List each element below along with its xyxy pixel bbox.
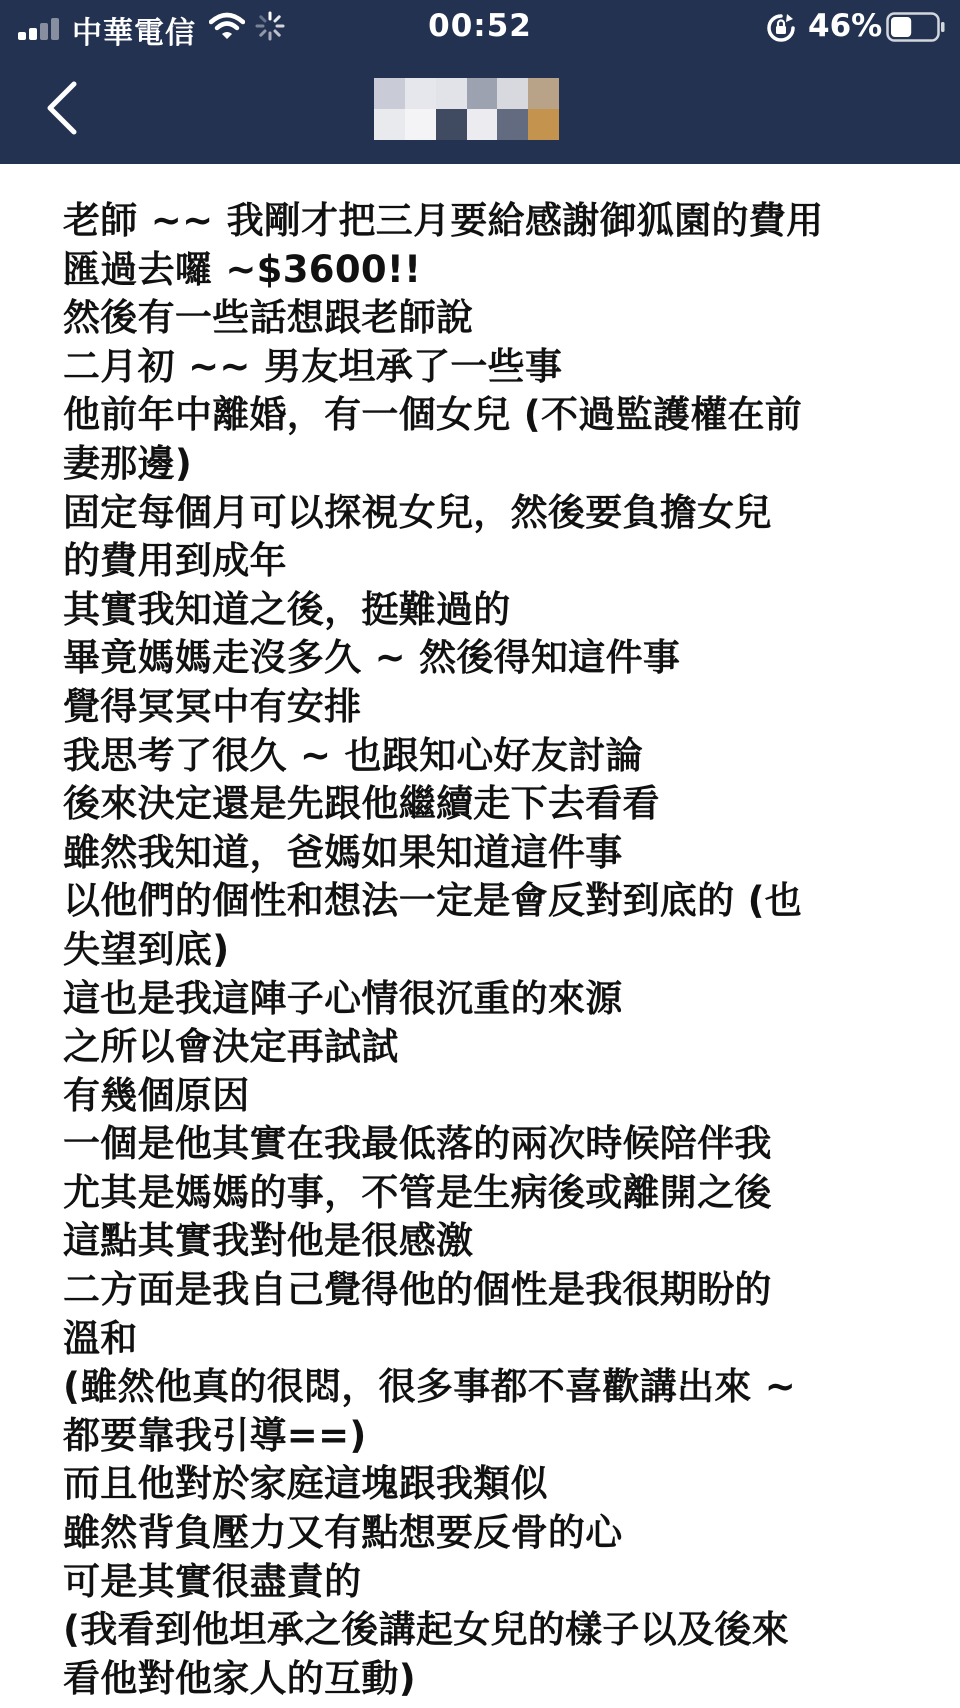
message-line: 老師 ~~ 我剛才把三月要給感謝御狐園的費用 (63, 199, 824, 242)
message-line: 有幾個原因 (63, 1073, 250, 1117)
message-line: 這也是我這陣子心情很沉重的來源 (63, 976, 623, 1020)
message-line: 然後有一些話想跟老師說 (63, 296, 474, 340)
message-line: 一個是他其實在我最低落的兩次時候陪伴我 (63, 1122, 772, 1166)
message-line: 尤其是媽媽的事，不管是生病後或離開之後 (63, 1170, 772, 1214)
message-line: 看他對他家人的互動) (63, 1656, 416, 1700)
message-line: 雖然我知道，爸媽如果知道這件事 (63, 830, 623, 874)
message-body (63, 197, 933, 1703)
carrier-name: 中華電信 (72, 16, 196, 51)
message-line: 覺得冥冥中有安排 (63, 684, 362, 728)
battery-percent: 46% (808, 8, 883, 44)
message-line: 後來決定還是先跟他繼續走下去看看 (63, 782, 660, 826)
message-line: 其實我知道之後，挺難過的 (63, 587, 511, 631)
message-line: 二月初 ~~ 男友坦承了一些事 (63, 344, 563, 388)
battery-icon (886, 12, 946, 42)
rotation-lock-icon (765, 12, 797, 44)
message-line: 失望到底) (63, 927, 230, 971)
chevron-left-icon (50, 84, 74, 132)
status-bar (0, 0, 960, 54)
status-time: 00:52 (428, 8, 532, 44)
message-line: 匯過去囉 ~$3600!! (63, 247, 422, 291)
message-line: 都要靠我引導==) (63, 1413, 367, 1457)
message-line: 這點其實我對他是很感激 (63, 1219, 474, 1263)
message-line: 可是其實很盡責的 (63, 1559, 362, 1603)
message-line: 他前年中離婚，有一個女兒 (不過監護權在前 (63, 393, 803, 437)
message-line: 妻那邊) (63, 441, 193, 485)
message-line: 我思考了很久 ~ 也跟知心好友討論 (63, 733, 643, 777)
back-button[interactable] (38, 76, 90, 140)
message-line: 之所以會決定再試試 (63, 1025, 399, 1069)
contact-name-obscured (374, 78, 559, 140)
message-line: 以他們的個性和想法一定是會反對到底的 (也 (63, 879, 803, 923)
message-line: 雖然背負壓力又有點想要反骨的心 (63, 1511, 623, 1555)
message-line: 二方面是我自己覺得他的個性是我很期盼的 (63, 1268, 772, 1312)
message-line: 的費用到成年 (63, 539, 287, 583)
message-line: 而且他對於家庭這塊跟我類似 (63, 1462, 548, 1506)
message-line: (雖然他真的很悶，很多事都不喜歡講出來 ~ (63, 1365, 797, 1409)
message-line: 溫和 (63, 1316, 138, 1360)
message-line: 固定每個月可以探視女兒，然後要負擔女兒 (63, 490, 772, 534)
message-line: (我看到他坦承之後講起女兒的樣子以及後來 (63, 1608, 789, 1652)
app-header (0, 0, 960, 164)
message-line: 畢竟媽媽走沒多久 ~ 然後得知這件事 (63, 636, 681, 680)
